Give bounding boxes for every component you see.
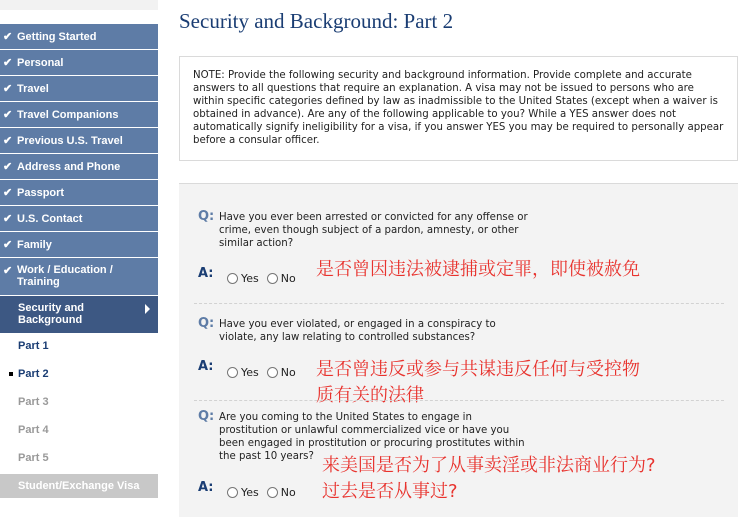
sidebar-nav [0, 0, 158, 516]
sidebar-item-us-contact[interactable] [0, 206, 158, 232]
sidebar-subitem-part-4[interactable]: Part 4 [18, 424, 49, 436]
sidebar-item-label: Getting Started [17, 30, 97, 43]
yes-radio[interactable] [227, 273, 238, 284]
sidebar-item-student-exchange-visa: Student/Exchange Visa [0, 474, 158, 498]
sidebar-item-passport[interactable] [0, 180, 158, 206]
note-box [179, 56, 738, 161]
check-icon: ✔ [3, 213, 13, 225]
annotation-2: 是否曾违反或参与共谋违反任何与受控物 质有关的法律 [316, 359, 640, 406]
no-radio[interactable] [267, 487, 278, 498]
sidebar-item-label: Family [17, 238, 52, 251]
question-marker: Q: [198, 316, 215, 331]
sidebar-subitem-label: Part 2 [18, 368, 49, 380]
sidebar-subitem-part-3[interactable]: Part 3 [18, 396, 49, 408]
sidebar-item-personal[interactable] [0, 50, 158, 76]
check-icon: ✔ [3, 135, 13, 147]
sidebar-item-label: Address and Phone [17, 160, 121, 173]
current-bullet-icon [9, 372, 13, 376]
sidebar-item-getting-started[interactable] [0, 24, 158, 50]
sidebar-item-security-background[interactable] [0, 296, 158, 334]
question-2-answer [227, 366, 304, 379]
note-text: NOTE: Provide the following security and background information. Provide complete and accurate answers to all questions that require an explanation. A visa may not be issued to persons who are within specific categories defined by law as inadmissible to the United States (except when a waiver is obtained in advance). Are any of the following applicable to you? While a YES answer does not automatically signify ineligibility for a visa, if you answer YES you may be required to personally appear before a consular officer. [193, 70, 724, 146]
answer-marker: A: [198, 266, 214, 281]
check-icon: ✔ [3, 265, 13, 277]
questions-panel [179, 183, 738, 517]
sidebar-item-travel-companions[interactable] [0, 102, 158, 128]
sidebar-item-family[interactable] [0, 232, 158, 258]
sidebar-item-work-education[interactable] [0, 258, 158, 296]
sidebar-item-label: Work / Education / Training [17, 264, 113, 288]
yes-radio[interactable] [227, 487, 238, 498]
sidebar-item-address-and-phone[interactable] [0, 154, 158, 180]
question-1-answer [227, 272, 304, 285]
no-label[interactable]: No [280, 486, 296, 499]
check-icon: ✔ [3, 161, 13, 173]
sidebar-subitem-part-1[interactable]: Part 1 [18, 340, 49, 352]
answer-marker: A: [198, 359, 214, 374]
no-radio[interactable] [267, 273, 278, 284]
question-marker: Q: [198, 409, 215, 424]
sidebar-item-label: Passport [17, 186, 65, 199]
question-2-text: Have you ever violated, or engaged in a conspiracy to violate, any law relating to controlled substances? [219, 319, 496, 343]
page-title: Security and Background: Part 2 [179, 9, 454, 33]
question-1-text: Have you ever been arrested or convicted for any offense or crime, even though subject of a pardon, amnesty, or other similar action? [219, 212, 528, 249]
sidebar-item-label: U.S. Contact [17, 212, 83, 225]
yes-label[interactable]: Yes [241, 486, 259, 499]
annotation-1: 是否曾因违法被逮捕或定罪，即使被赦免 [316, 259, 640, 280]
sidebar-item-label: Security and Background [18, 302, 85, 326]
yes-label[interactable]: Yes [241, 272, 259, 285]
sidebar-item-label: Previous U.S. Travel [17, 134, 123, 147]
question-divider [194, 400, 724, 402]
check-icon: ✔ [3, 57, 13, 69]
question-3-text: Are you coming to the United States to engage in prostitution or unlawful commercialized vice or have you been engaged in prostitution or procuring prostitutes within the past 10 years? [219, 412, 525, 462]
sidebar-item-label: Travel Companions [17, 108, 119, 121]
no-radio[interactable] [267, 367, 278, 378]
check-icon: ✔ [3, 187, 13, 199]
check-icon: ✔ [3, 83, 13, 95]
sidebar-item-travel[interactable] [0, 76, 158, 102]
check-icon: ✔ [3, 239, 13, 251]
answer-marker: A: [198, 480, 214, 495]
chevron-right-icon [145, 304, 150, 314]
sidebar-item-label: Personal [17, 56, 64, 69]
question-divider [194, 303, 724, 305]
sidebar-item-label: Travel [17, 82, 49, 95]
no-label[interactable]: No [280, 366, 296, 379]
sidebar-top-strip [0, 0, 158, 10]
annotation-3: 来美国是否为了从事卖淫或非法商业行为? 过去是否从事过? [322, 455, 656, 502]
no-label[interactable]: No [280, 272, 296, 285]
check-icon: ✔ [3, 109, 13, 121]
yes-label[interactable]: Yes [241, 366, 259, 379]
question-marker: Q: [198, 209, 215, 224]
check-icon: ✔ [3, 31, 13, 43]
sidebar-subitem-part-5[interactable]: Part 5 [18, 452, 49, 464]
sidebar-item-previous-us-travel[interactable] [0, 128, 158, 154]
question-3-answer [227, 486, 304, 499]
yes-radio[interactable] [227, 367, 238, 378]
sidebar-subitem-part-2[interactable] [0, 360, 158, 388]
